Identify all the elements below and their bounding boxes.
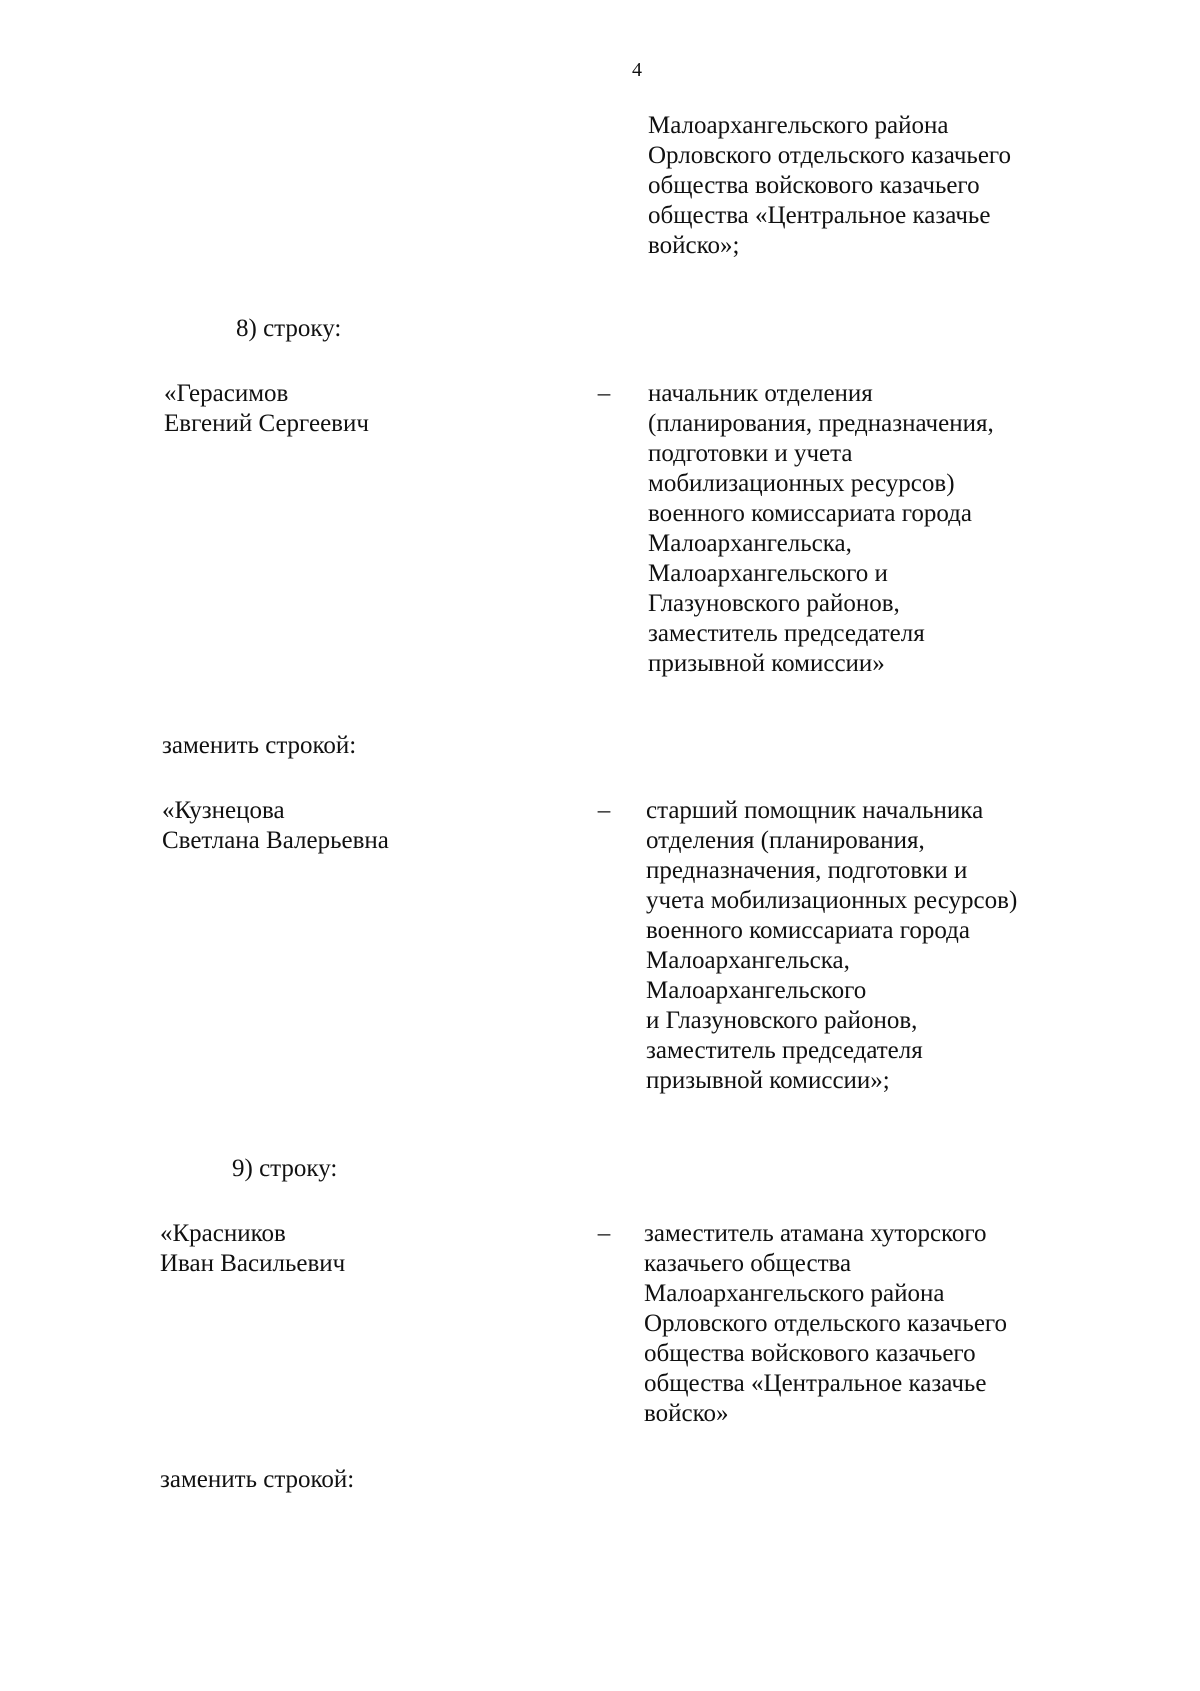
continuation-line: общества войскового казачьего — [648, 172, 980, 199]
name-line: «Кузнецова — [162, 797, 285, 824]
position-line: Глазуновского районов, — [648, 590, 900, 617]
name-line: Светлана Валерьевна — [162, 827, 389, 854]
name-line: Евгений Сергеевич — [164, 410, 369, 437]
position-line: Малоархангельского — [646, 977, 867, 1004]
position-line: подготовки и учета — [648, 440, 853, 467]
position-line: общества войскового казачьего — [644, 1340, 976, 1367]
item-9-old-dash: – — [597, 1220, 611, 1247]
position-line: Малоархангельска, — [646, 947, 850, 974]
position-line: Малоархангельска, — [648, 530, 852, 557]
item-9-heading: 9) строку: — [232, 1155, 338, 1182]
position-line: отделения (планирования, — [646, 827, 925, 854]
continuation-text — [648, 111, 1011, 261]
continuation-line: войско»; — [648, 232, 740, 259]
name-line: «Герасимов — [164, 380, 289, 407]
item-8-old-dash: – — [597, 380, 611, 407]
position-line: старший помощник начальника — [646, 797, 984, 824]
continuation-line: Орловского отдельского казачьего — [648, 142, 1012, 169]
item-8-heading: 8) строку: — [236, 315, 342, 342]
name-line: Иван Васильевич — [160, 1250, 346, 1277]
position-line: войско» — [644, 1400, 729, 1427]
position-line: заместитель председателя — [648, 620, 925, 647]
item-9-replace-label: заменить строкой: — [160, 1466, 355, 1493]
position-line: учета мобилизационных ресурсов) — [646, 887, 1018, 914]
name-line: «Красников — [160, 1220, 286, 1247]
position-line: мобилизационных ресурсов) — [648, 470, 955, 497]
continuation-line: общества «Центральное казачье — [648, 202, 991, 229]
position-line: Малоархангельского и — [648, 560, 888, 587]
position-line: Малоархангельского района — [644, 1280, 945, 1307]
continuation-line: Малоархангельского района — [648, 112, 949, 139]
item-8-new-position — [646, 796, 1017, 1096]
position-line: военного комиссариата города — [646, 917, 970, 944]
position-line: заместитель атамана хуторского — [644, 1220, 987, 1247]
position-line: (планирования, предназначения, — [648, 410, 994, 437]
position-line: военного комиссариата города — [648, 500, 972, 527]
item-8-old-position — [648, 379, 994, 679]
item-9-old-name — [160, 1219, 345, 1279]
position-line: призывной комиссии» — [648, 650, 885, 677]
item-9-old-position — [644, 1219, 1007, 1429]
position-line: общества «Центральное казачье — [644, 1370, 987, 1397]
item-8-new-name — [162, 796, 389, 856]
position-line: призывной комиссии»; — [646, 1067, 890, 1094]
item-8-replace-label: заменить строкой: — [162, 732, 357, 759]
page-number: 4 — [632, 59, 642, 81]
position-line: предназначения, подготовки и — [646, 857, 968, 884]
position-line: начальник отделения — [648, 380, 873, 407]
item-8-old-name — [164, 379, 369, 439]
item-8-new-dash: – — [597, 797, 611, 824]
position-line: заместитель председателя — [646, 1037, 923, 1064]
position-line: Орловского отдельского казачьего — [644, 1310, 1008, 1337]
position-line: казачьего общества — [644, 1250, 852, 1277]
position-line: и Глазуновского районов, — [646, 1007, 918, 1034]
